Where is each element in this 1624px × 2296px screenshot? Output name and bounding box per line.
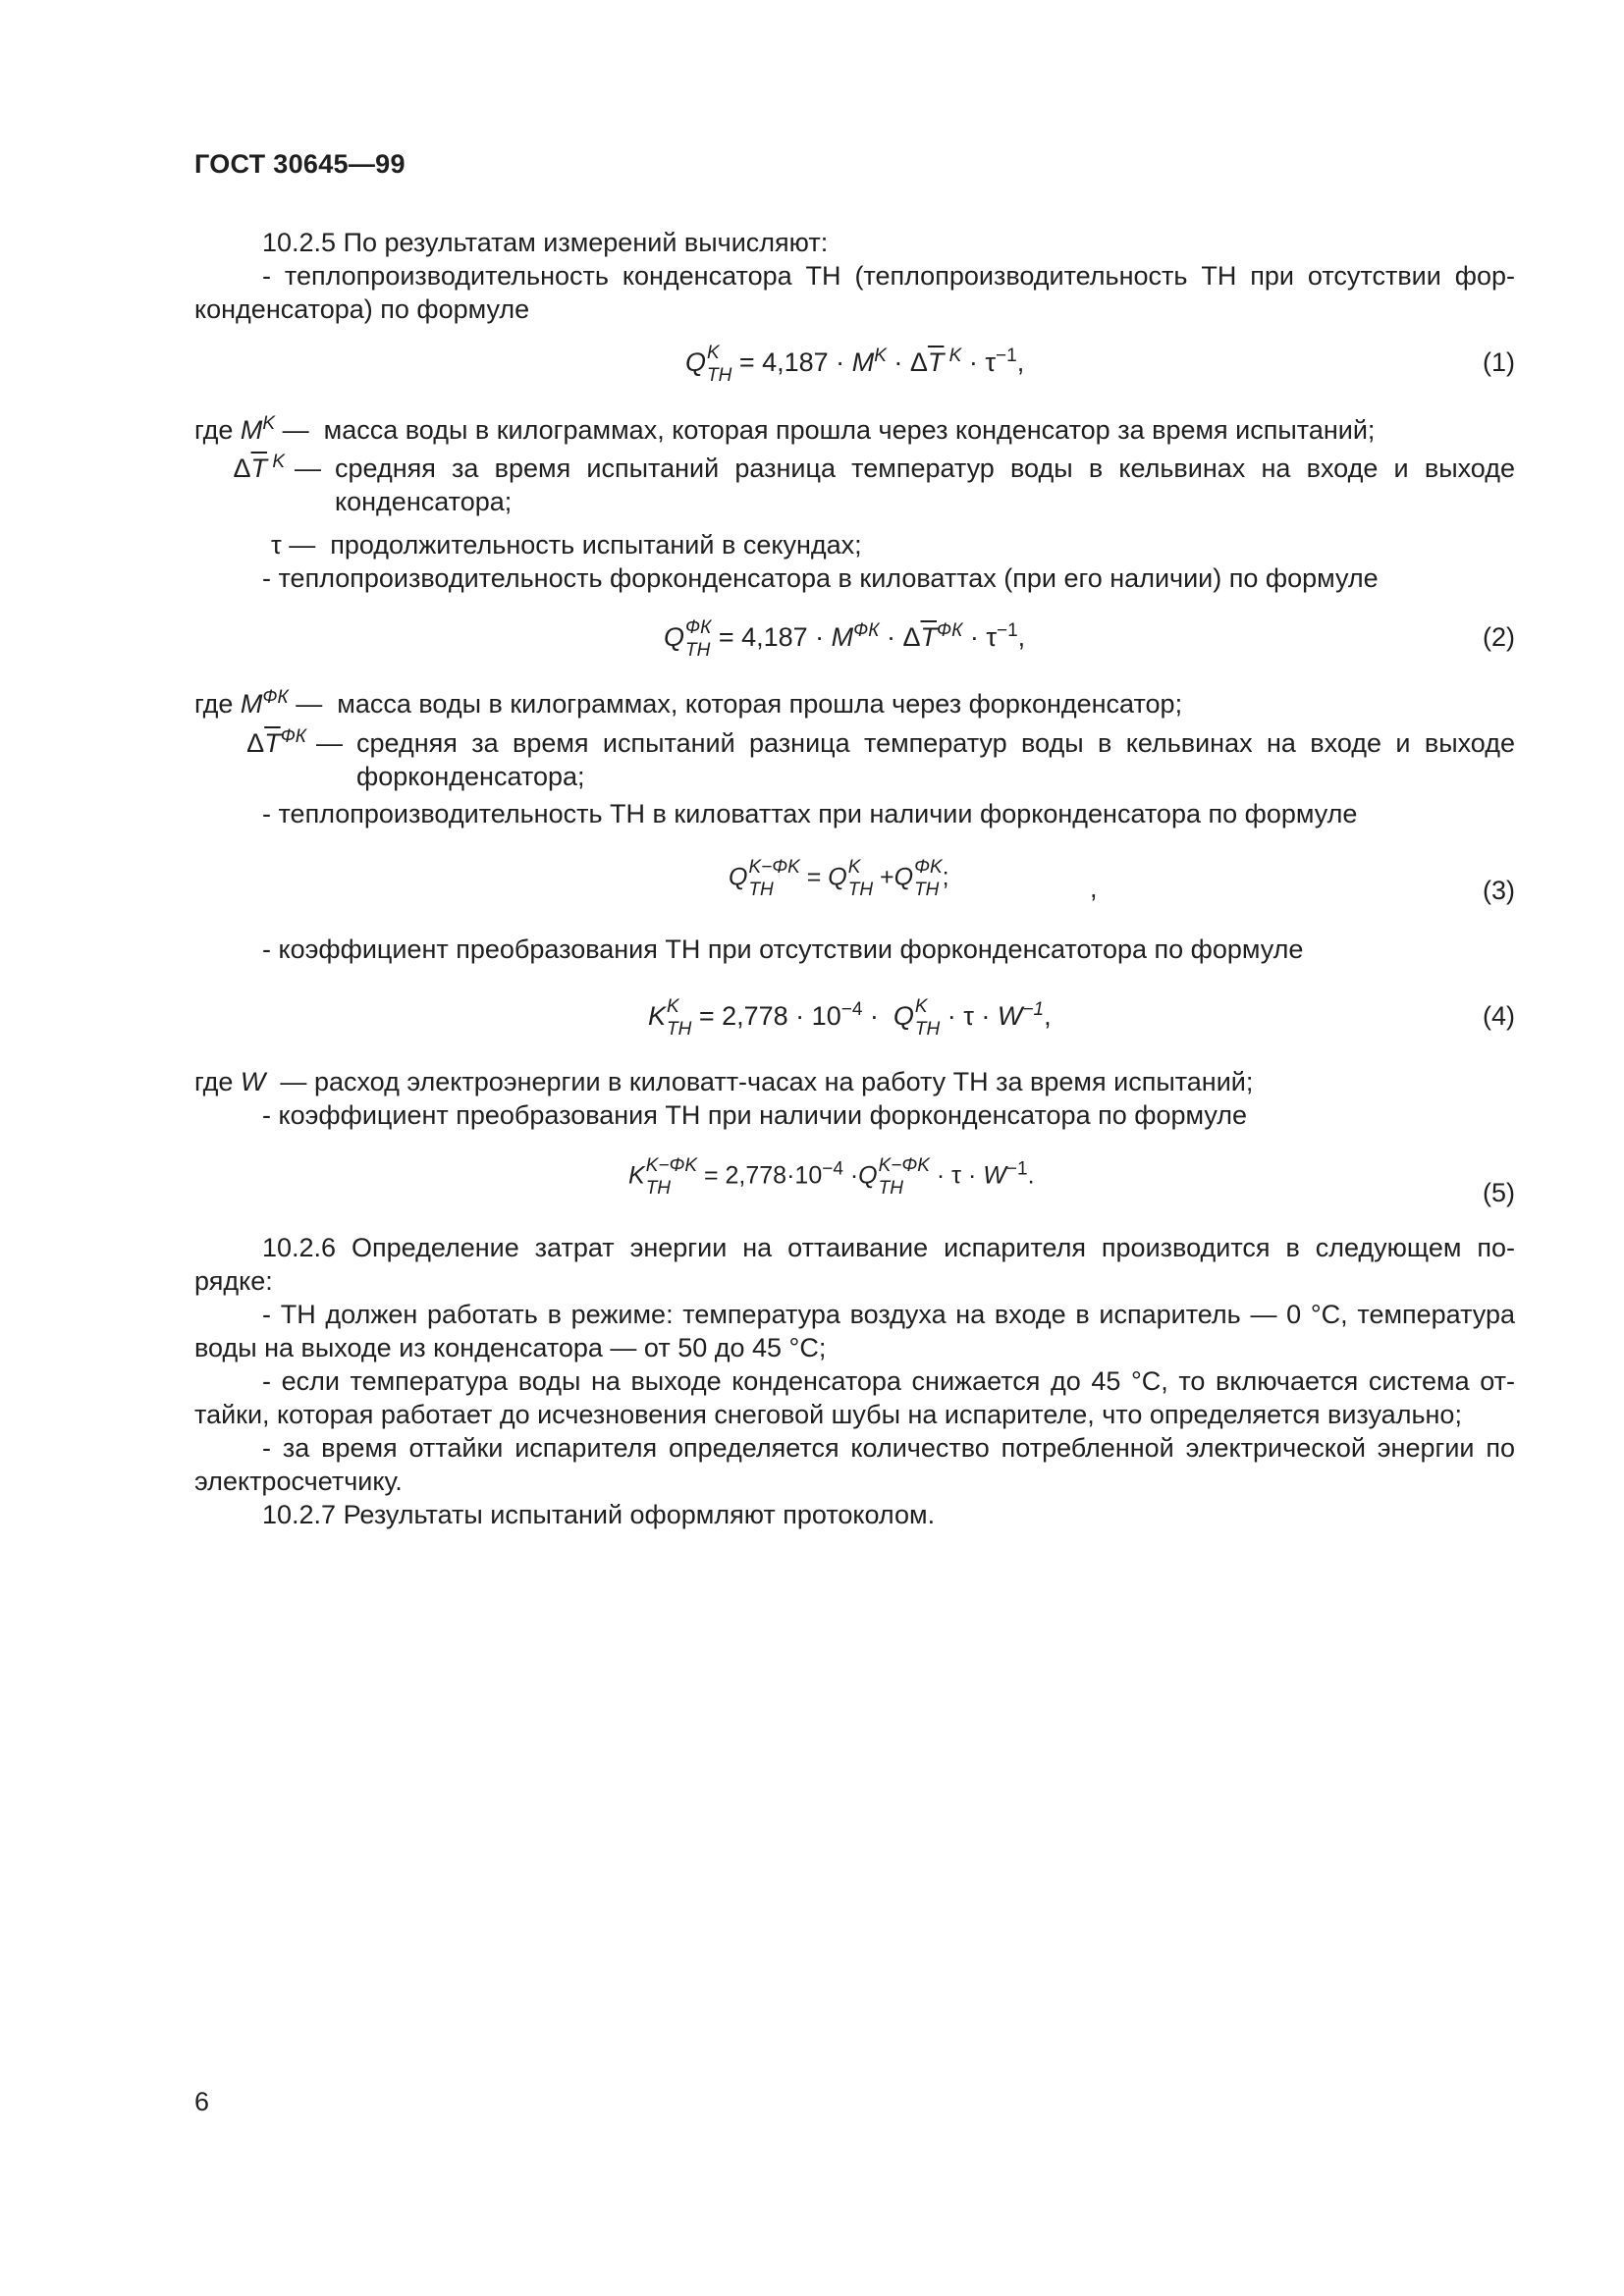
item-cop-without-forcondenser: - коэффициент преобразования ТН при отсутствии форконденсатотора по формуле: [262, 934, 1304, 964]
definition-mfk: где $M^{ФК}$ — масса воды в килограммах, которая прошла через форконденсатор;: [194, 687, 1183, 719]
formula-1: Q K TH = $4,187 \cdot M^K \cdot \Delta\overline{T}$ $^K \cdot \tau^{-1}$,: [685, 343, 1025, 386]
formula-5: K K−ΦK TH = $2,778\cdot 10^{-4} \cdot Q$ K−ΦK TH · $\tau \cdot W^{-1}$.: [628, 1155, 1035, 1199]
item-condenser-heat-output-line2: конденсатора) по формуле: [194, 294, 530, 324]
definition-mk: где $M^K$ — масса воды в килограммах, которая прошла через конденсатор за время испытаний;: [194, 413, 1376, 445]
formula-3-comma: ,: [1090, 874, 1098, 903]
formula-1-symbol-q: Q: [685, 347, 707, 378]
paragraph-10-2-7: 10.2.7 Результаты испытаний оформляют протоколом.: [262, 1500, 936, 1529]
item-mode-line1: - ТН должен работать в режиме: температура воздуха на входе в испаритель — 0 °С, температура: [262, 1300, 1515, 1329]
formula-4: K K TH = $2,778 \cdot 10^{-4} \cdot Q$ K TH · $\tau \cdot W^{-1}$,: [648, 996, 1052, 1040]
item-mode-line2: воды на выходе из конденсатора — от 50 до 45 °С;: [194, 1333, 827, 1362]
item-hp-heat-output-with-forcondenser: - теплопроизводительность ТН в киловаттах при наличии форконденсатора по формуле: [262, 799, 1358, 828]
formula-2: Q ФК TH = $4,187 \cdot M^{ФК} \cdot \Delta\overline{T}^{ФК} \cdot \tau^{-1}$,: [664, 617, 1026, 661]
definition-w: где W — расход электроэнергии в киловатт-часах на работу ТН за время испытаний;: [194, 1067, 1254, 1096]
item-energy-line1: - за время оттайки испарителя определяется количество потребленной электрической энергии по: [262, 1433, 1515, 1463]
paragraph-10-2-6-line2: рядке:: [194, 1266, 273, 1296]
paragraph-10-2-5-intro: 10.2.5 По результатам измерений вычисляют:: [262, 228, 829, 257]
item-defrost-line1: - если температура воды на выходе конденсатора снижается до 45 °С, то включается система от-: [262, 1366, 1515, 1396]
equation-number-2: (2): [1483, 622, 1515, 652]
item-cop-with-forcondenser: - коэффициент преобразования ТН при наличии форконденсатора по формуле: [262, 1100, 1248, 1130]
equation-number-1: (1): [1483, 347, 1515, 377]
equation-number-4: (4): [1483, 1001, 1515, 1031]
item-condenser-heat-output-line1: - теплопроизводительность конденсатора ТН (теплопроизводительность ТН при отсутствии фор-: [262, 261, 1515, 291]
formula-3: Q K−ΦK TH = Q K TH +Q ΦK TH ;: [729, 857, 949, 900]
item-energy-line2: электросчетчику.: [194, 1467, 403, 1496]
page-number: 6: [194, 2087, 210, 2116]
definition-delta-tfk: $\Delta\overline{T}^{ФК}$ — средняя за время испытаний разница температур воды в кельвинах на входе и выходе форконденсатора;: [246, 726, 1515, 791]
equation-number-3: (3): [1483, 876, 1515, 905]
paragraph-10-2-6-line1: 10.2.6 Определение затрат энергии на оттаивание испарителя производится в следующем по-: [262, 1233, 1515, 1262]
definition-delta-tk: $\Delta\overline{T}$ $^K$ — средняя за время испытаний разница температур воды в кельвинах на входе и выходе конденсатора;: [233, 452, 1515, 516]
definition-tau: τ — продолжительность испытаний в секундах;: [271, 530, 862, 560]
item-defrost-line2: тайки, которая работает до исчезновения снеговой шубы на испарителе, что определяется визуально;: [194, 1400, 1462, 1429]
document-header: ГОСТ 30645—99: [194, 149, 406, 179]
equation-number-5: (5): [1483, 1178, 1515, 1207]
item-forcondenser-heat-output: - теплопроизводительность форконденсатора в киловаттах (при его наличии) по формуле: [262, 563, 1379, 593]
